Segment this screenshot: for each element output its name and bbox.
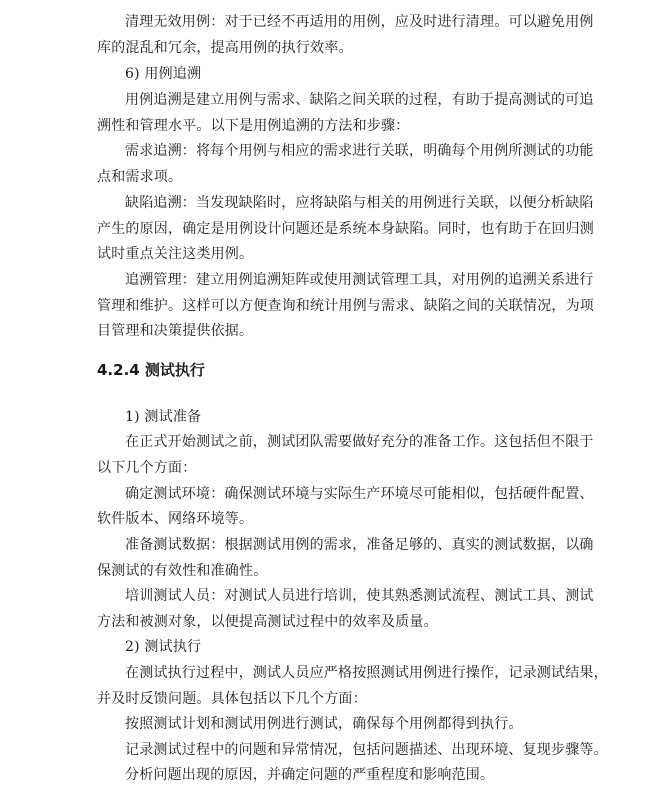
list-heading: 1) 测试准备 bbox=[125, 409, 202, 425]
text-line: 软件版本、网络环境等。 bbox=[97, 511, 254, 527]
section-heading: 4.2.4 测试执行 bbox=[97, 361, 205, 379]
text-line: 方法和被测对象，以便提高测试过程中的效率及质量。 bbox=[97, 614, 438, 630]
text-line: 试时重点关注这类用例。 bbox=[97, 246, 254, 262]
text-line: 缺陷追溯：当发现缺陷时，应将缺陷与相关的用例进行关联，以便分析缺陷 bbox=[125, 195, 594, 211]
text-line: 用例追溯是建立用例与需求、缺陷之间关联的过程，有助于提高测试的可追 bbox=[125, 92, 594, 108]
text-line: 培训测试人员：对测试人员进行培训，使其熟悉测试流程、测试工具、测试 bbox=[125, 588, 594, 604]
text-line: 清理无效用例：对于已经不再适用的用例，应及时进行清理。可以避免用例 bbox=[125, 14, 594, 30]
text-line: 并及时反馈问题。具体包括以下几个方面： bbox=[97, 691, 367, 707]
text-line: 记录测试过程中的问题和异常情况，包括问题描述、出现环境、复现步骤等。 bbox=[125, 742, 608, 758]
text-line: 在测试执行过程中，测试人员应严格按照测试用例进行操作，记录测试结果， bbox=[125, 665, 608, 681]
text-line: 按照测试计划和测试用例进行测试，确保每个用例都得到执行。 bbox=[125, 716, 523, 732]
text-line: 以下几个方面： bbox=[97, 460, 197, 476]
text-line: 库的混乱和冗余，提高用例的执行效率。 bbox=[97, 40, 353, 56]
text-line: 需求追溯：将每个用例与相应的需求进行关联，明确每个用例所测试的功能 bbox=[125, 143, 594, 159]
text-line: 追溯管理：建立用例追溯矩阵或使用测试管理工具，对用例的追溯关系进行 bbox=[125, 272, 594, 288]
text-line: 目管理和决策提供依据。 bbox=[97, 323, 254, 339]
text-line: 分析问题出现的原因，并确定问题的严重程度和影响范围。 bbox=[125, 767, 495, 783]
text-line: 管理和维护。这样可以方便查询和统计用例与需求、缺陷之间的关联情况，为项 bbox=[97, 298, 594, 314]
text-line: 在正式开始测试之前，测试团队需要做好充分的准备工作。这包括但不限于 bbox=[125, 434, 594, 450]
text-line: 准备测试数据：根据测试用例的需求，准备足够的、真实的测试数据，以确 bbox=[125, 537, 594, 553]
text-line: 点和需求项。 bbox=[97, 169, 183, 185]
list-heading: 6) 用例追溯 bbox=[125, 66, 202, 82]
text-line: 溯性和管理水平。以下是用例追溯的方法和步骤： bbox=[97, 118, 410, 134]
text-line: 确定测试环境：确保测试环境与实际生产环境尽可能相似，包括硬件配置、 bbox=[125, 486, 594, 502]
list-heading: 2) 测试执行 bbox=[125, 639, 202, 655]
text-line: 保测试的有效性和准确性。 bbox=[97, 563, 268, 579]
text-line: 产生的原因，确定是用例设计问题还是系统本身缺陷。同时，也有助于在回归测 bbox=[97, 221, 594, 237]
